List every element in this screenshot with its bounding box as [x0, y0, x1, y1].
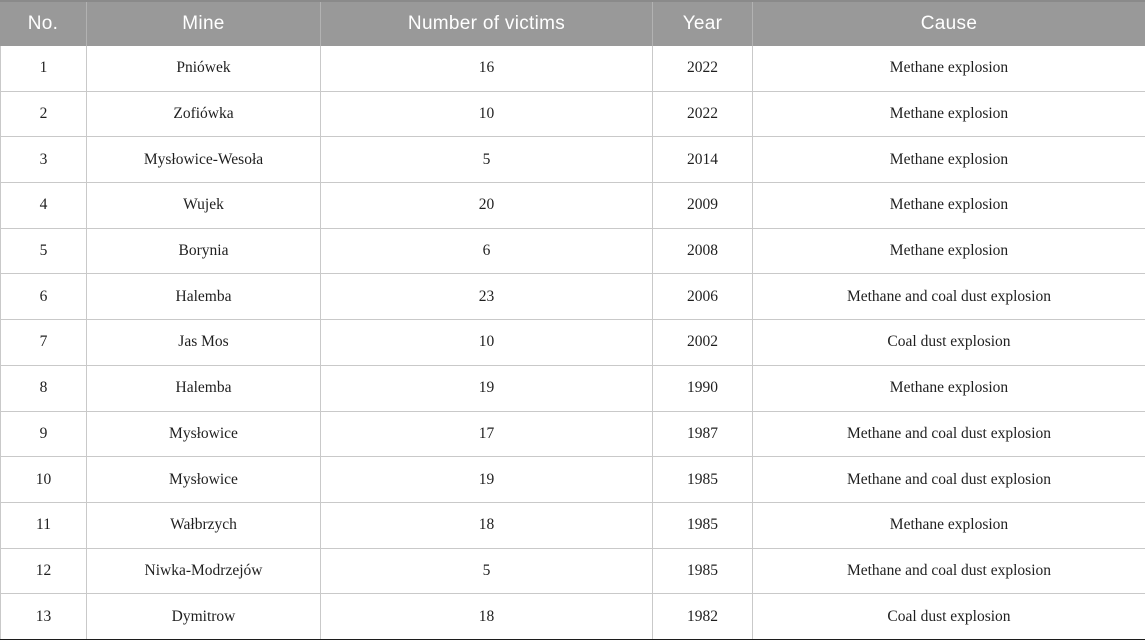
cell-victims: 5 — [321, 549, 653, 595]
cell-victims: 10 — [321, 92, 653, 138]
table-header — [0, 2, 1145, 46]
cell-cause: Coal dust explosion — [753, 594, 1145, 639]
cell-year: 2022 — [653, 92, 753, 138]
cell-mine: Zofiówka — [87, 92, 321, 138]
cell-cause: Methane explosion — [753, 92, 1145, 138]
table-body — [0, 46, 1145, 639]
cell-victims: 5 — [321, 137, 653, 183]
cell-year: 2006 — [653, 274, 753, 320]
table-row — [0, 320, 1145, 366]
cell-no: 4 — [0, 183, 87, 229]
cell-year: 2009 — [653, 183, 753, 229]
table-row — [0, 46, 1145, 92]
cell-victims: 18 — [321, 503, 653, 549]
cell-no: 8 — [0, 366, 87, 412]
header-row — [0, 2, 1145, 46]
cell-year: 2002 — [653, 320, 753, 366]
cell-mine: Halemba — [87, 274, 321, 320]
cell-victims: 19 — [321, 457, 653, 503]
table-row — [0, 229, 1145, 275]
cell-victims: 19 — [321, 366, 653, 412]
cell-year: 2008 — [653, 229, 753, 275]
cell-cause: Coal dust explosion — [753, 320, 1145, 366]
column-header-victims: Number of victims — [321, 2, 653, 46]
cell-no: 7 — [0, 320, 87, 366]
table-row — [0, 92, 1145, 138]
cell-mine: Mysłowice — [87, 457, 321, 503]
cell-cause: Methane explosion — [753, 229, 1145, 275]
cell-cause: Methane and coal dust explosion — [753, 549, 1145, 595]
column-header-no: No. — [0, 2, 87, 46]
cell-year: 1990 — [653, 366, 753, 412]
column-header-mine: Mine — [87, 2, 321, 46]
table-row — [0, 183, 1145, 229]
table-row — [0, 366, 1145, 412]
cell-no: 9 — [0, 412, 87, 458]
table-row — [0, 412, 1145, 458]
cell-year: 2022 — [653, 46, 753, 92]
cell-no: 3 — [0, 137, 87, 183]
cell-no: 10 — [0, 457, 87, 503]
cell-victims: 18 — [321, 594, 653, 639]
cell-cause: Methane explosion — [753, 503, 1145, 549]
table-row — [0, 457, 1145, 503]
cell-victims: 6 — [321, 229, 653, 275]
cell-no: 5 — [0, 229, 87, 275]
cell-victims: 23 — [321, 274, 653, 320]
cell-year: 1985 — [653, 457, 753, 503]
cell-year: 1987 — [653, 412, 753, 458]
cell-cause: Methane and coal dust explosion — [753, 412, 1145, 458]
cell-year: 1985 — [653, 503, 753, 549]
cell-mine: Borynia — [87, 229, 321, 275]
cell-mine: Wałbrzych — [87, 503, 321, 549]
cell-victims: 10 — [321, 320, 653, 366]
cell-no: 11 — [0, 503, 87, 549]
cell-year: 1985 — [653, 549, 753, 595]
cell-cause: Methane and coal dust explosion — [753, 274, 1145, 320]
cell-victims: 20 — [321, 183, 653, 229]
cell-cause: Methane explosion — [753, 366, 1145, 412]
cell-mine: Halemba — [87, 366, 321, 412]
column-header-year: Year — [653, 2, 753, 46]
table-row — [0, 503, 1145, 549]
cell-mine: Mysłowice-Wesoła — [87, 137, 321, 183]
cell-no: 12 — [0, 549, 87, 595]
cell-no: 6 — [0, 274, 87, 320]
cell-victims: 16 — [321, 46, 653, 92]
table-row — [0, 594, 1145, 639]
cell-mine: Wujek — [87, 183, 321, 229]
table-row — [0, 549, 1145, 595]
cell-cause: Methane explosion — [753, 137, 1145, 183]
cell-mine: Dymitrow — [87, 594, 321, 639]
cell-cause: Methane and coal dust explosion — [753, 457, 1145, 503]
table-row — [0, 274, 1145, 320]
cell-no: 13 — [0, 594, 87, 639]
cell-mine: Jas Mos — [87, 320, 321, 366]
table-row — [0, 137, 1145, 183]
cell-cause: Methane explosion — [753, 46, 1145, 92]
cell-cause: Methane explosion — [753, 183, 1145, 229]
cell-mine: Niwka-Modrzejów — [87, 549, 321, 595]
cell-mine: Mysłowice — [87, 412, 321, 458]
cell-year: 1982 — [653, 594, 753, 639]
column-header-cause: Cause — [753, 2, 1145, 46]
cell-no: 1 — [0, 46, 87, 92]
cell-mine: Pniówek — [87, 46, 321, 92]
cell-no: 2 — [0, 92, 87, 138]
cell-victims: 17 — [321, 412, 653, 458]
cell-year: 2014 — [653, 137, 753, 183]
